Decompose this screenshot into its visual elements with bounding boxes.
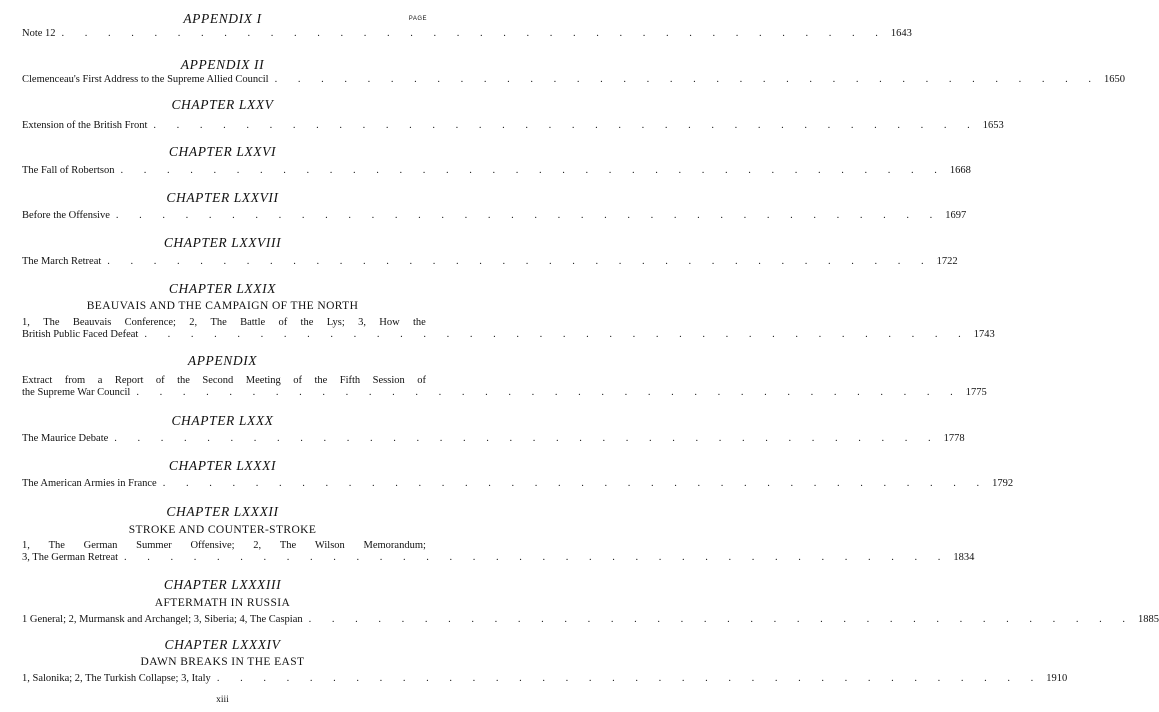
section-heading: CHAPTER LXXVIII (163, 235, 282, 250)
page-column-label: PAGE (408, 16, 427, 22)
section-subheading: STROKE AND COUNTER-STROKE (128, 524, 317, 536)
section-heading: CHAPTER LXXXIV (164, 637, 281, 652)
toc-entry[interactable] (22, 433, 965, 445)
entry-page-number: 1885 (1138, 614, 1159, 625)
dot-leader: . . . . . . . . . . . . . . . . . . . . . . . . . . . . . . . . . . . . (107, 256, 933, 267)
toc-entry[interactable] (22, 375, 987, 399)
entry-title-line: The American Armies in France (22, 478, 157, 489)
section-heading: APPENDIX (187, 353, 258, 368)
dot-leader: . . . . . . . . . . . . . . . . . . . . . . . . . . . . . . . . . . . . (114, 433, 940, 444)
entry-page-number: 1910 (1046, 673, 1068, 684)
entry-title-line: 3, The German Retreat (22, 552, 119, 563)
entry-title-line: 1 General; 2, Murmansk and Archangel; 3, Siberia; 4, The Caspian (22, 614, 303, 625)
entry-title-line: The Maurice Debate (22, 433, 109, 444)
section-heading: APPENDIX I (183, 11, 262, 26)
dot-leader: . . . . . . . . . . . . . . . . . . . . . . . . . . . . . . . . . . . . (136, 387, 962, 398)
dot-leader: . . . . . . . . . . . . . . . . . . . . . . . . . . . . . . . . . . . . (162, 478, 989, 489)
entry-title-line: 1, Salonika; 2, The Turkish Collapse; 3, Italy (22, 673, 211, 684)
entry-title-line: the Supreme War Council (22, 387, 131, 398)
toc-entry[interactable] (22, 165, 971, 177)
entry-title-line: Extract from a Report of the Second Meeting of the Fifth Session of (22, 375, 426, 386)
section-subheading: AFTERMATH IN RUSSIA (154, 597, 291, 609)
entry-title-line: Before the Offensive (22, 210, 110, 221)
toc-entry[interactable] (22, 478, 1014, 490)
toc-entry[interactable] (22, 317, 995, 341)
dot-leader: . . . . . . . . . . . . . . . . . . . . . . . . . . . . . . . . . . . . (124, 552, 950, 563)
section-heading: CHAPTER LXXIX (168, 281, 277, 296)
section-subheading: DAWN BREAKS IN THE EAST (140, 656, 305, 668)
entry-title-line: Clemenceau's First Address to the Supreme Allied Council (22, 74, 269, 85)
dot-leader: . . . . . . . . . . . . . . . . . . . . . . . . . . . . . . . . . . . . (115, 210, 942, 221)
entry-page-number: 1792 (992, 478, 1014, 489)
entry-page-number: 1653 (982, 120, 1004, 131)
toc-entry[interactable] (22, 74, 1125, 86)
dot-leader: . . . . . . . . . . . . . . . . . . . . . . . . . . . . . . . . . . . . (61, 28, 887, 39)
toc-entry[interactable] (22, 673, 1068, 685)
entry-page-number: 1722 (936, 256, 958, 267)
dot-leader: . . . . . . . . . . . . . . . . . . . . . . . . . . . . . . . . . . . . (274, 74, 1100, 85)
entry-page-number: 1697 (945, 210, 967, 221)
entry-page-number: 1834 (953, 552, 975, 563)
section-heading: CHAPTER LXXVI (168, 144, 277, 159)
entry-page-number: 1668 (949, 165, 971, 176)
section-heading: CHAPTER LXXXII (166, 504, 279, 519)
entry-title-line: 1, The Beauvais Conference; 2, The Battle of the Lys; 3, How the (22, 317, 426, 328)
entry-page-number: 1778 (943, 433, 965, 444)
section-heading: CHAPTER LXXXIII (163, 577, 282, 592)
entry-title-line: Extension of the British Front (22, 120, 148, 131)
toc-entry[interactable] (22, 256, 958, 268)
section-heading: CHAPTER LXXX (171, 413, 274, 428)
entry-page-number: 1775 (965, 387, 987, 398)
toc-entry[interactable] (22, 210, 967, 222)
toc-entry[interactable] (22, 540, 975, 564)
section-heading: APPENDIX II (180, 57, 265, 72)
dot-leader: . . . . . . . . . . . . . . . . . . . . . . . . . . . . . . . . . . . . (120, 165, 946, 176)
section-heading: CHAPTER LXXV (171, 97, 274, 112)
section-subheading: BEAUVAIS AND THE CAMPAIGN OF THE NORTH (86, 300, 359, 312)
dot-leader: . . . . . . . . . . . . . . . . . . . . . . . . . . . . . . . . . . . . (216, 673, 1043, 684)
entry-page-number: 1743 (973, 329, 995, 340)
entry-title-line: British Public Faced Defeat (22, 329, 139, 340)
section-heading: CHAPTER LXXXI (168, 458, 277, 473)
dot-leader: . . . . . . . . . . . . . . . . . . . . . . . . . . . . . . . . . . . . (308, 614, 1134, 625)
toc-entry[interactable] (22, 614, 1159, 626)
page-number-footer: xiii (216, 695, 229, 705)
entry-title-line: 1, The German Summer Offensive; 2, The Wilson Memorandum; (22, 540, 426, 551)
section-heading: CHAPTER LXXVII (166, 190, 279, 205)
dot-leader: . . . . . . . . . . . . . . . . . . . . . . . . . . . . . . . . . . . . (144, 329, 970, 340)
entry-page-number: 1643 (890, 28, 912, 39)
entry-title-line: The March Retreat (22, 256, 102, 267)
toc-entry[interactable] (22, 120, 1004, 132)
entry-title-line: The Fall of Robertson (22, 165, 115, 176)
toc-entry[interactable] (22, 28, 912, 40)
dot-leader: . . . . . . . . . . . . . . . . . . . . . . . . . . . . . . . . . . . . (153, 120, 979, 131)
entry-page-number: 1650 (1103, 74, 1125, 85)
entry-title-line: Note 12 (22, 28, 56, 39)
